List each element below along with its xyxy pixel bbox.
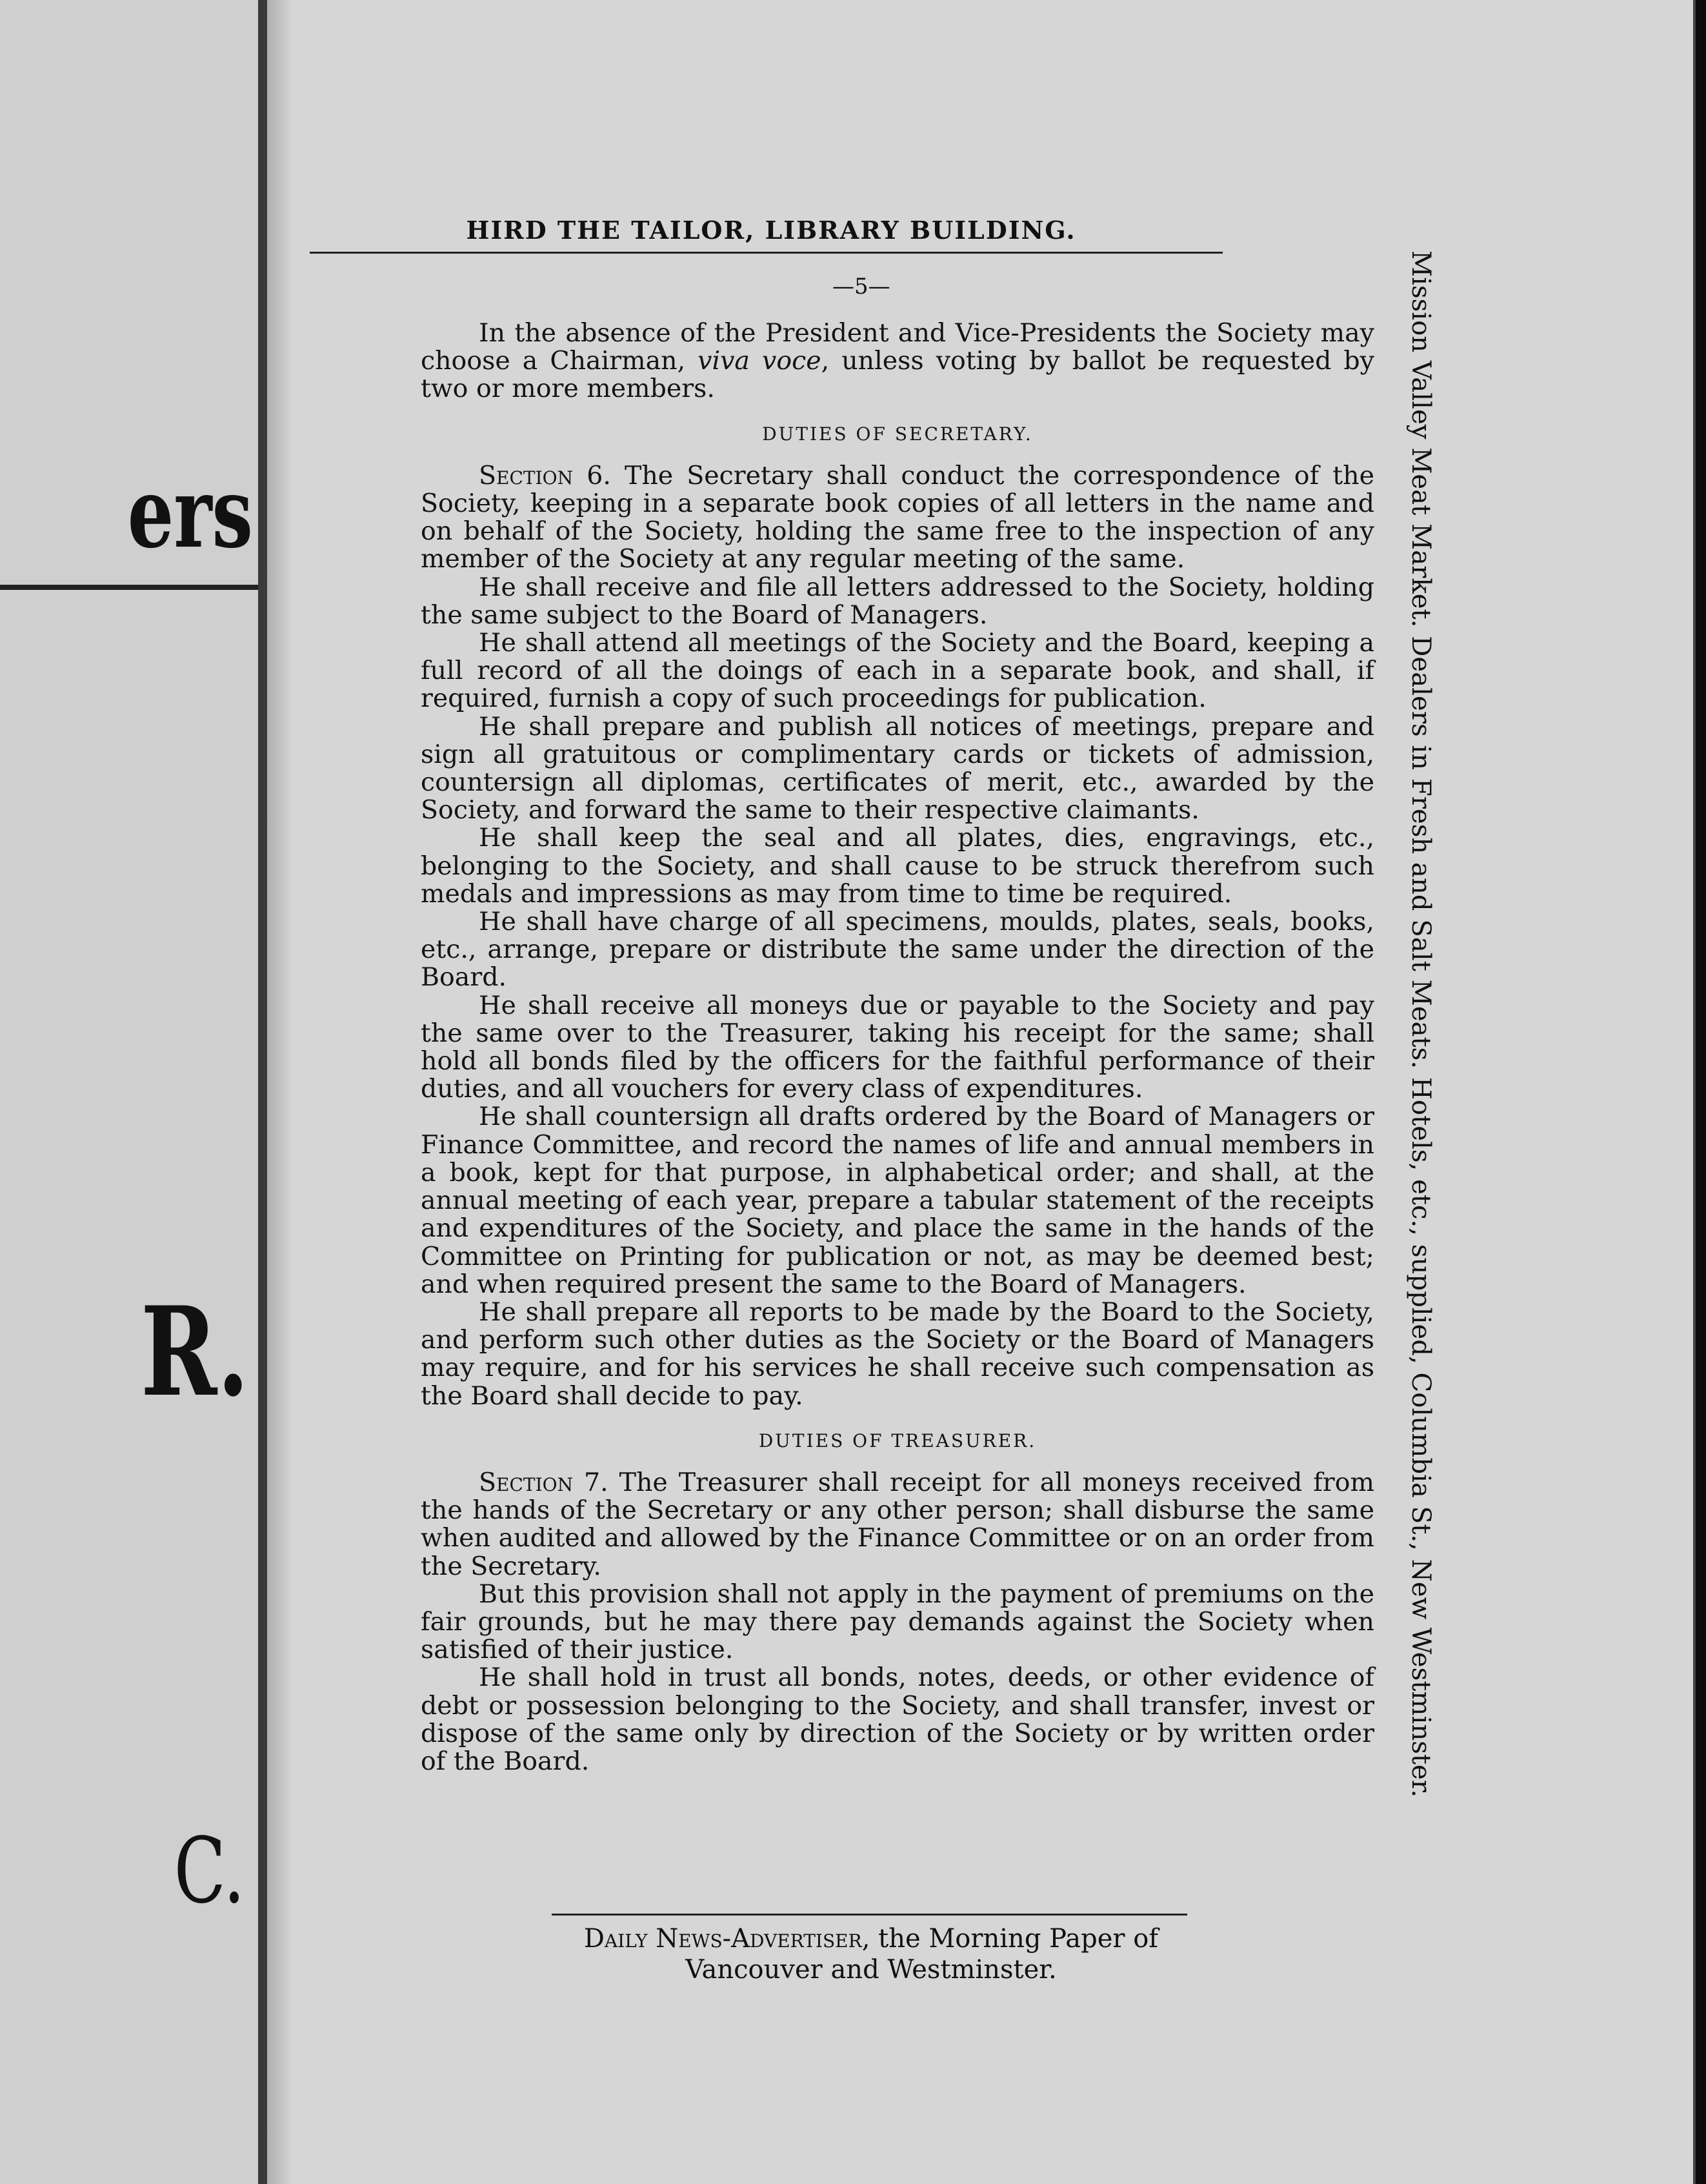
paragraph: He shall have charge of all specimens, moulds, plates, seals, books, etc., arrange, prepare or distribute the same under the direction of the Board. xyxy=(421,907,1374,993)
paragraph: He shall prepare all reports to be made by the Board to the Society, and perform such other duties as the Society or the Board of Managers may require, and for his services he shall receive such compensation as the Board shall decide to pay. xyxy=(421,1297,1374,1411)
paragraph-section-7: Section 7. The Treasurer shall receipt for all moneys received from the hands of the Secretary or any other person; shall disburse the same when audited and allowed by the Finance Committee or on an order from the Secretary. xyxy=(421,1467,1374,1581)
left-page-fragment-text-1: ers xyxy=(127,456,253,570)
paragraph: He shall countersign all drafts ordered by the Board of Managers or Finance Committee, and record the names of life and annual members in a book, kept for that purpose, in alphabetical order; and shall, at the annual meeting of each year, prepare a tabular statement of the receipts and expenditures of the Society, and place the same in the hands of the Committee on Printing for publication or not, as may be deemed best; and when required present the same to the Board of Managers. xyxy=(421,1102,1374,1299)
left-page-fragment-text-3: C. xyxy=(174,1819,245,1924)
paragraph: He shall prepare and publish all notices of meetings, prepare and sign all gratuitous or complimentary cards or tickets of admission, countersign all diplomas, certificates of merit, etc., awarded by the Society, and forward the same to their respective claimants. xyxy=(421,711,1374,825)
side-advertisement xyxy=(1397,250,1436,1987)
section-label: Section 6. xyxy=(479,460,611,490)
paragraph: He shall keep the seal and all plates, dies, engravings, etc., belonging to the Society, and shall cause to be struck therefrom such medals and impressions as may from time to time be required. xyxy=(421,823,1374,909)
side-advertisement-text: Mission Valley Meat Market. Dealers in Fresh and Salt Meats. Hotels, etc., supplied, Columbia St., New Westminster. xyxy=(1406,250,1436,1798)
footer-rule xyxy=(552,1914,1187,1916)
paragraph: He shall attend all meetings of the Society and the Board, keeping a full record of all the doings of each in a separate book, and shall, if required, furnish a copy of such proceedings for publication. xyxy=(421,628,1374,714)
running-head: HIRD THE TAILOR, LIBRARY BUILDING. xyxy=(466,216,1076,245)
page-corner xyxy=(1648,0,1687,32)
left-page-fragment-text-2: R. xyxy=(140,1280,249,1424)
paragraph: He shall hold in trust all bonds, notes, deeds, or other evidence of debt or possession belonging to the Society, and shall transfer, invest or dispose of the same only by direction of the Society or by written order of the Board. xyxy=(421,1663,1374,1776)
footer-advertisement xyxy=(529,1923,1213,1985)
footer-line-2: Vancouver and Westminster. xyxy=(685,1955,1057,1985)
footer-line-1: Daily News-Advertiser, the Morning Paper of xyxy=(583,1924,1159,1954)
paragraph-chairman: In the absence of the President and Vice-Presidents the Society may choose a Chairman, viva voce, unless voting by ballot be requested by two or more members. xyxy=(421,318,1374,404)
paragraph: He shall receive and file all letters addressed to the Society, holding the same subject to the Board of Managers. xyxy=(421,572,1374,630)
body-text xyxy=(421,319,1374,1775)
left-page-fragment xyxy=(0,0,267,2184)
heading-duties-of-secretary: DUTIES OF SECRETARY. xyxy=(762,423,1033,445)
section-label: Section 7. xyxy=(479,1467,608,1497)
paragraph: He shall receive all moneys due or payable to the Society and pay the same over to the Treasurer, taking his receipt for the same; shall hold all bonds filed by the officers for the faithful performance of their duties, and all vouchers for every class of expenditures. xyxy=(421,990,1374,1104)
paragraph: But this provision shall not apply in the payment of premiums on the fair grounds, but he may there pay demands against the Society when satisfied of their justice. xyxy=(421,1579,1374,1665)
page-number: —5— xyxy=(832,274,890,299)
paragraph-section-6: Section 6. The Secretary shall conduct the correspondence of the Society, keeping in a separate book copies of all letters in the name and on behalf of the Society, holding the same free to the inspection of any member of the Society at any regular meeting of the same. xyxy=(421,460,1374,574)
heading-duties-of-treasurer: DUTIES OF TREASURER. xyxy=(758,1430,1037,1451)
running-head-rule xyxy=(310,252,1223,254)
left-page-rule xyxy=(0,585,258,590)
